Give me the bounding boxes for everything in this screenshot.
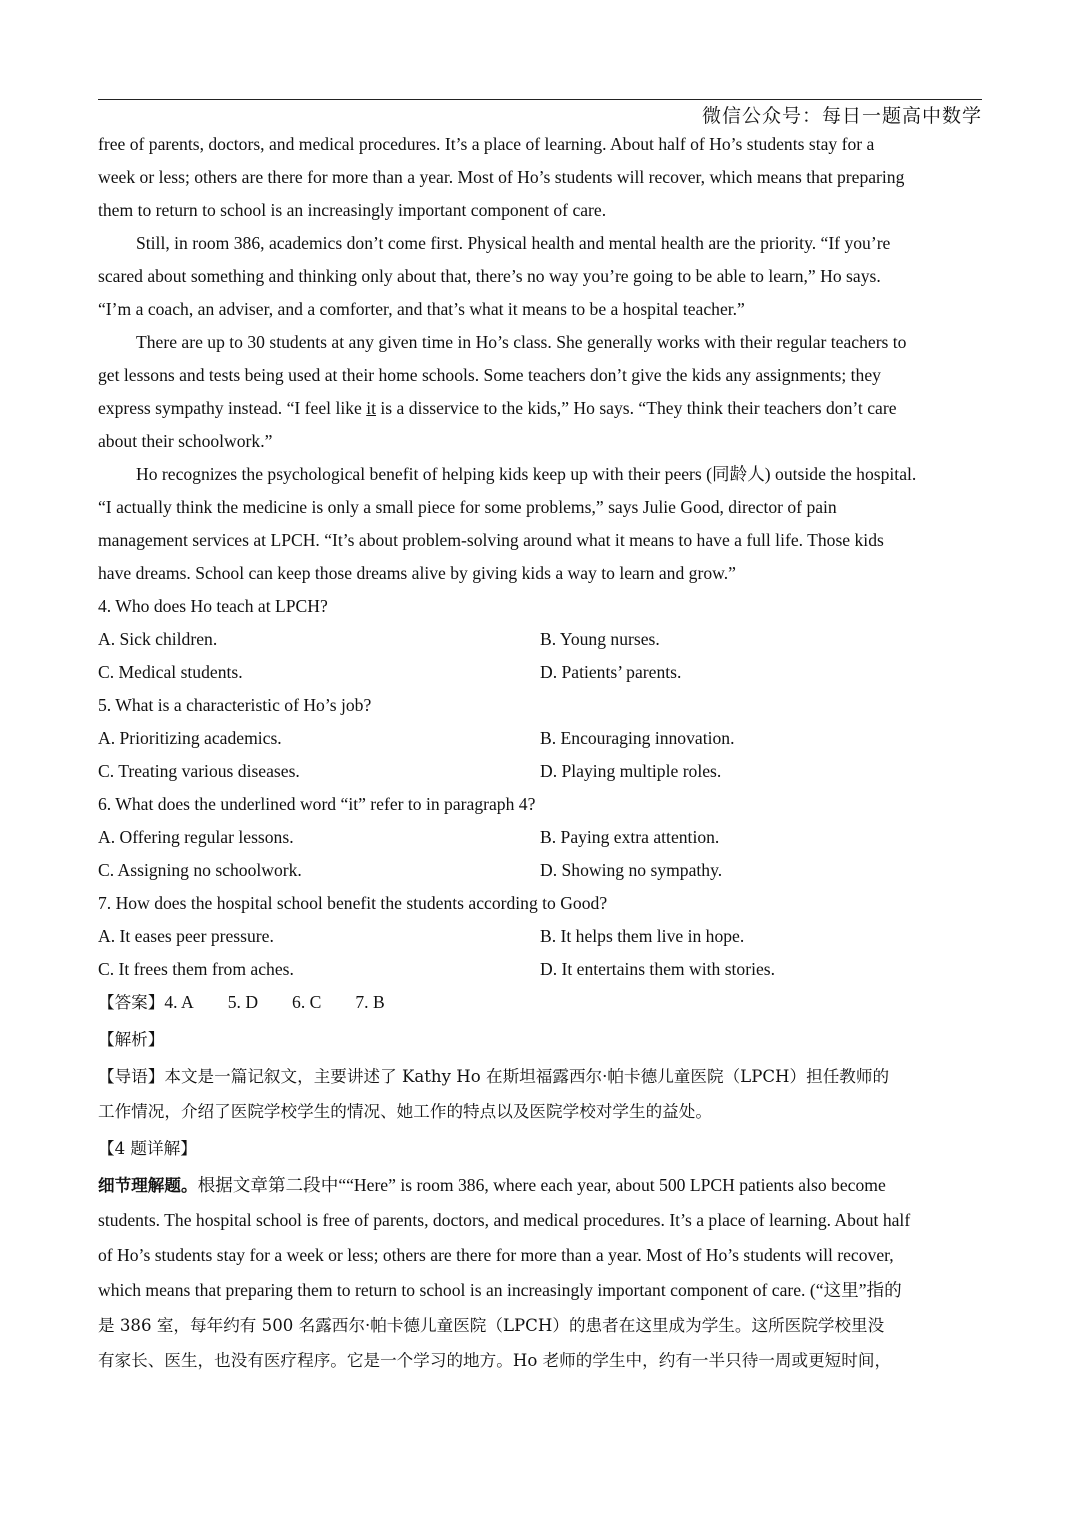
question-stem: 4. Who does Ho teach at LPCH? <box>98 596 328 616</box>
detail-line: which means that preparing them to return to school is an increasingly important component of care. (“这里”指的 <box>98 1280 902 1300</box>
header-rule <box>98 99 982 100</box>
option-d: D. It entertains them with stories. <box>540 959 776 979</box>
question-stem: 5. What is a characteristic of Ho’s job? <box>98 695 372 715</box>
option-b: B. Paying extra attention. <box>540 827 720 847</box>
passage-line: have dreams. School can keep those dreams alive by giving kids a way to learn and grow.” <box>98 563 736 583</box>
passage-line: about their schoolwork.” <box>98 431 273 451</box>
options-row <box>98 623 982 656</box>
option-d: D. Showing no sympathy. <box>540 860 723 880</box>
detail-line: of Ho’s students stay for a week or less; others are there for more than a year. Most of Ho’s students will recover, <box>98 1245 894 1265</box>
option-a: A. Offering regular lessons. <box>98 827 294 847</box>
options-row <box>98 854 982 887</box>
options-row <box>98 821 982 854</box>
option-a: A. Prioritizing academics. <box>98 728 282 748</box>
header-source: 微信公众号：每日一题高中数学 <box>701 105 982 127</box>
passage-line-underlined <box>98 392 982 425</box>
option-d: D. Patients’ parents. <box>540 662 682 682</box>
answer-item: 5. D <box>227 992 259 1012</box>
option-a: A. It eases peer pressure. <box>98 926 274 946</box>
detail-line: 有家长、医生，也没有医疗程序。它是一个学习的地方。Ho 老师的学生中，约有一半只待一周或更短时间， <box>98 1351 892 1370</box>
question-stem: 6. What does the underlined word “it” refer to in paragraph 4? <box>98 794 536 814</box>
answer-label: 【答案】 <box>98 993 165 1012</box>
document-body <box>98 128 982 1377</box>
passage-line: scared about something and thinking only about that, there’s no way you’re going to be able to learn,” Ho says. <box>98 266 881 286</box>
question-stem: 7. How does the hospital school benefit the students according to Good? <box>98 893 608 913</box>
detail-text: 根据文章第二段中““Here” is room 386, where each year, about 500 LPCH patients also become <box>197 1175 886 1195</box>
analysis-label: 【解析】 <box>98 1030 165 1049</box>
guide-text: 本文是一篇记叙文，主要讲述了 Kathy Ho 在斯坦福露西尔·帕卡德儿童医院（LPCH）担任教师的 <box>164 1067 890 1086</box>
underlined-word: it <box>366 398 377 418</box>
options-row <box>98 920 982 953</box>
passage-line: free of parents, doctors, and medical procedures. It’s a place of learning. About half of Ho’s students stay for a <box>98 134 875 154</box>
detail-line <box>98 1169 982 1202</box>
detail-label: 【4 题详解】 <box>98 1139 197 1158</box>
options-row <box>98 656 982 689</box>
passage-line: Still, in room 386, academics don’t come first. Physical health and mental health are the priority. “If you’re <box>136 233 891 253</box>
answer-item: 6. C <box>292 992 322 1012</box>
answer-item: 7. B <box>355 992 385 1012</box>
options-row <box>98 755 982 788</box>
passage-line: management services at LPCH. “It’s about problem-solving around what it means to have a full life. Those kids <box>98 530 884 550</box>
passage-line: Ho recognizes the psychological benefit of helping kids keep up with their peers (同龄人) outside the hospital. <box>136 464 917 484</box>
guide-label: 【导语】 <box>98 1067 165 1086</box>
option-d: D. Playing multiple roles. <box>540 761 722 781</box>
passage-line: “I’m a coach, an adviser, and a comforter, and that’s what it means to be a hospital teacher.” <box>98 299 745 319</box>
option-c: C. It frees them from aches. <box>98 959 294 979</box>
passage-line: There are up to 30 students at any given time in Ho’s class. She generally works with their regular teachers to <box>136 332 907 352</box>
answer-item: 4. A <box>164 992 194 1012</box>
passage-line: get lessons and tests being used at their home schools. Some teachers don’t give the kids any assignments; they <box>98 365 881 385</box>
option-a: A. Sick children. <box>98 629 218 649</box>
option-b: B. Young nurses. <box>540 629 660 649</box>
options-row <box>98 953 982 986</box>
detail-line: students. The hospital school is free of parents, doctors, and medical procedures. It’s a place of learning. About half <box>98 1210 911 1230</box>
passage-line: “I actually think the medicine is only a small piece for some problems,” says Julie Good, director of pain <box>98 497 837 517</box>
option-b: B. It helps them live in hope. <box>540 926 745 946</box>
guide-line <box>98 1060 982 1093</box>
answer-line <box>98 986 982 1019</box>
detail-line: 是 386 室，每年约有 500 名露西尔·帕卡德儿童医院（LPCH）的患者在这里成为学生。这所医院学校里没 <box>98 1316 885 1335</box>
passage-line: them to return to school is an increasingly important component of care. <box>98 200 607 220</box>
option-c: C. Medical students. <box>98 662 243 682</box>
guide-line: 工作情况，介绍了医院学校学生的情况、她工作的特点以及医院学校对学生的益处。 <box>98 1102 712 1121</box>
option-c: C. Treating various diseases. <box>98 761 300 781</box>
option-c: C. Assigning no schoolwork. <box>98 860 302 880</box>
detail-type: 细节理解题。 <box>98 1175 198 1195</box>
text-before: express sympathy instead. “I feel like <box>98 398 367 418</box>
options-row <box>98 722 982 755</box>
passage-line: week or less; others are there for more than a year. Most of Ho’s students will recover, which means that preparing <box>98 167 905 187</box>
text-after: is a disservice to the kids,” Ho says. “They think their teachers don’t care <box>376 398 897 418</box>
option-b: B. Encouraging innovation. <box>540 728 735 748</box>
